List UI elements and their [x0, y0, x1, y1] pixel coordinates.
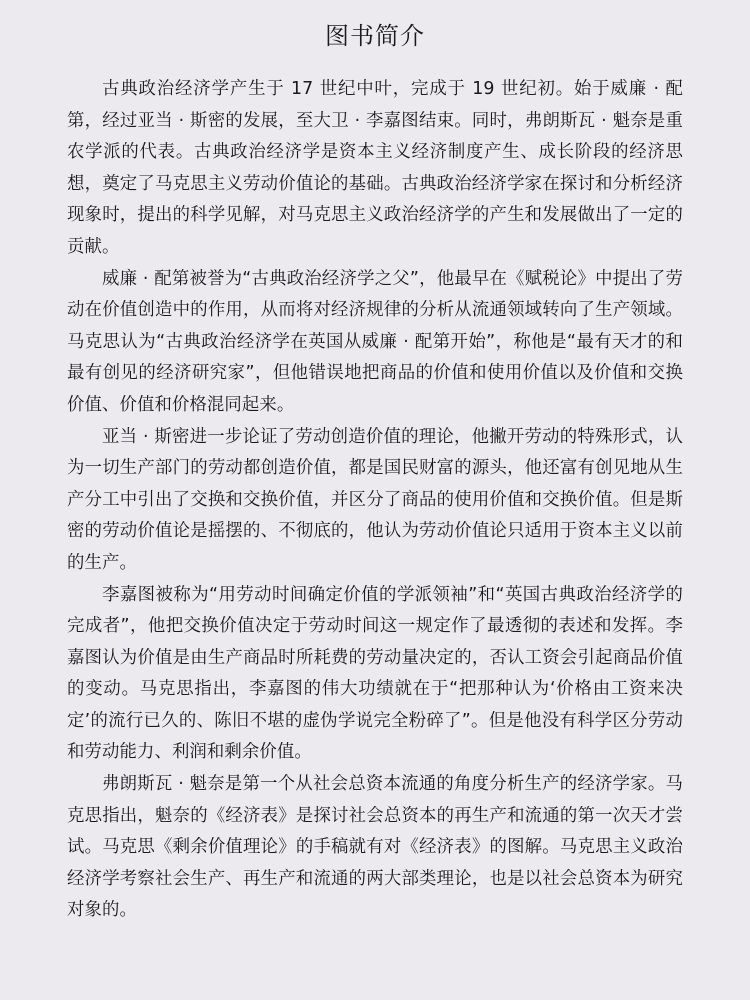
paragraph: 古典政治经济学产生于 17 世纪中叶，完成于 19 世纪初。始于威廉 · 配第，经过亚当 · 斯密的发展，至大卫 · 李嘉图结束。同时，弗朗斯瓦 · 魁奈是重农学派的代表。古典政治经济学是资本主义经济制度产生、成长阶段的经济思想，奠定了马克思主义劳动价值论的基础。古典政治经济学家在探讨和分析经济现象时，提出的科学见解，对马克思主义政治经济学的产生和发展做出了一定的贡献。 [67, 79, 683, 257]
paragraph: 威廉 · 配第被誉为“古典政治经济学之父”，他最早在《赋税论》中提出了劳动在价值创造中的作用，从而将对经济规律的分析从流通领域转向了生产领域。马克思认为“古典政治经济学在英国从威廉 · 配第开始”，称他是“最有天才的和最有创见的经济研究家”，但他错误地把商品的价值和使用价值以及价值和交换价值、价值和价格混同起来。 [67, 268, 683, 415]
paragraph: 李嘉图被称为“用劳动时间确定价值的学派领袖”和“英国古典政治经济学的完成者”，他把交换价值决定于劳动时间这一规定作了最透彻的表述和发挥。李嘉图认为价值是由生产商品时所耗费的劳动量决定的，否认工资会引起商品价值的变动。马克思指出，李嘉图的伟大功绩就在于“把那种认为‘价格由工资来决定’的流行已久的、陈旧不堪的虚伪学说完全粉碎了”。但是他没有科学区分劳动和劳动能力、利润和剩余价值。 [67, 584, 683, 763]
paragraph: 弗朗斯瓦 · 魁奈是第一个从社会总资本流通的角度分析生产的经济学家。马克思指出，魁奈的《经济表》是探讨社会总资本的再生产和流通的第一次天才尝试。马克思《剩余价值理论》的手稿就有对《经济表》的图解。马克思主义政治经济学考察社会生产、再生产和流通的两大部类理论，也是以社会总资本为研究对象的。 [67, 774, 683, 921]
paragraph: 亚当 · 斯密进一步论证了劳动创造价值的理论，他撇开劳动的特殊形式，认为一切生产部门的劳动都创造价值，都是国民财富的源头，他还富有创见地从生产分工中引出了交换和交换价值，并区分了商品的使用价值和交换价值。但是斯密的劳动价值论是摇摆的、不彻底的，他认为劳动价值论只适用于资本主义以前的生产。 [67, 426, 683, 573]
page-title: 图书简介 [325, 22, 425, 50]
intro-body [67, 74, 683, 927]
